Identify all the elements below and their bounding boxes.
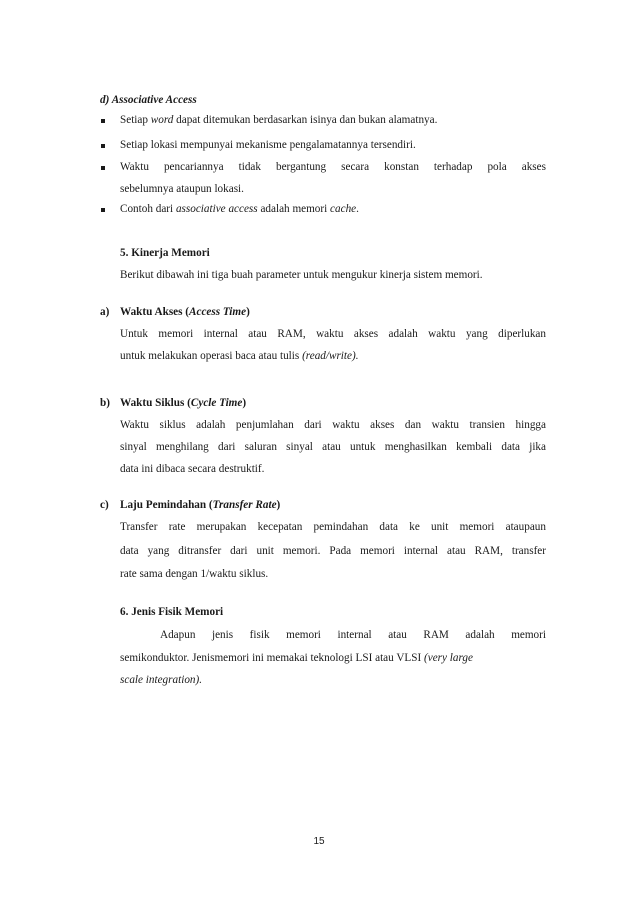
bullet-icon: [101, 144, 105, 148]
section-6-line-3: scale integration).: [120, 674, 203, 686]
item-b-line-2: sinyal menghilang dari saluran sinyal atau untuk menghasilkan kembali data jika: [120, 441, 546, 453]
item-a-label: a): [100, 306, 110, 318]
bullet-icon: [101, 166, 105, 170]
item-a-title: Waktu Akses (Access Time): [120, 306, 250, 318]
section-6-heading: 6. Jenis Fisik Memori: [120, 606, 224, 618]
item-c-title: Laju Pemindahan (Transfer Rate): [120, 499, 281, 511]
item-b-label: b): [100, 397, 110, 409]
section-5-heading: 5. Kinerja Memori: [120, 247, 210, 259]
bullet-icon: [101, 119, 105, 123]
bullet-3-line-1: Waktu pencariannya tidak bergantung secara konstan terhadap pola akses: [120, 161, 546, 173]
bullet-3-line-2: sebelumnya ataupun lokasi.: [120, 183, 244, 195]
bullet-4: Contoh dari associative access adalah memori cache.: [120, 203, 359, 215]
item-b-title: Waktu Siklus (Cycle Time): [120, 397, 247, 409]
bullet-icon: [101, 208, 105, 212]
section-6-line-1: Adapun jenis fisik memori internal atau RAM adalah memori: [160, 629, 546, 641]
item-c-line-2: data yang ditransfer dari unit memori. Pada memori internal atau RAM, transfer: [120, 545, 546, 557]
section-5-intro: Berikut dibawah ini tiga buah parameter untuk mengukur kinerja sistem memori.: [120, 269, 483, 281]
section-6-line-2: semikonduktor. Jenismemori ini memakai teknologi LSI atau VLSI (very large: [120, 652, 473, 664]
bullet-2: Setiap lokasi mempunyai mekanisme pengalamatannya tersendiri.: [120, 139, 416, 151]
item-c-line-3: rate sama dengan 1/waktu siklus.: [120, 568, 269, 580]
page-number: 15: [313, 836, 325, 847]
item-a-line-1: Untuk memori internal atau RAM, waktu akses adalah waktu yang diperlukan: [120, 328, 546, 340]
item-c-line-1: Transfer rate merupakan kecepatan pemindahan data ke unit memori ataupaun: [120, 521, 546, 533]
item-a-line-2: untuk melakukan operasi baca atau tulis (read/write).: [120, 350, 359, 362]
item-c-label: c): [100, 499, 109, 511]
section-d-heading: d) Associative Access: [100, 94, 197, 106]
bullet-1: Setiap word dapat ditemukan berdasarkan isinya dan bukan alamatnya.: [120, 114, 438, 126]
item-b-line-1: Waktu siklus adalah penjumlahan dari waktu akses dan waktu transien hingga: [120, 419, 546, 431]
item-b-line-3: data ini dibaca secara destruktif.: [120, 463, 265, 475]
